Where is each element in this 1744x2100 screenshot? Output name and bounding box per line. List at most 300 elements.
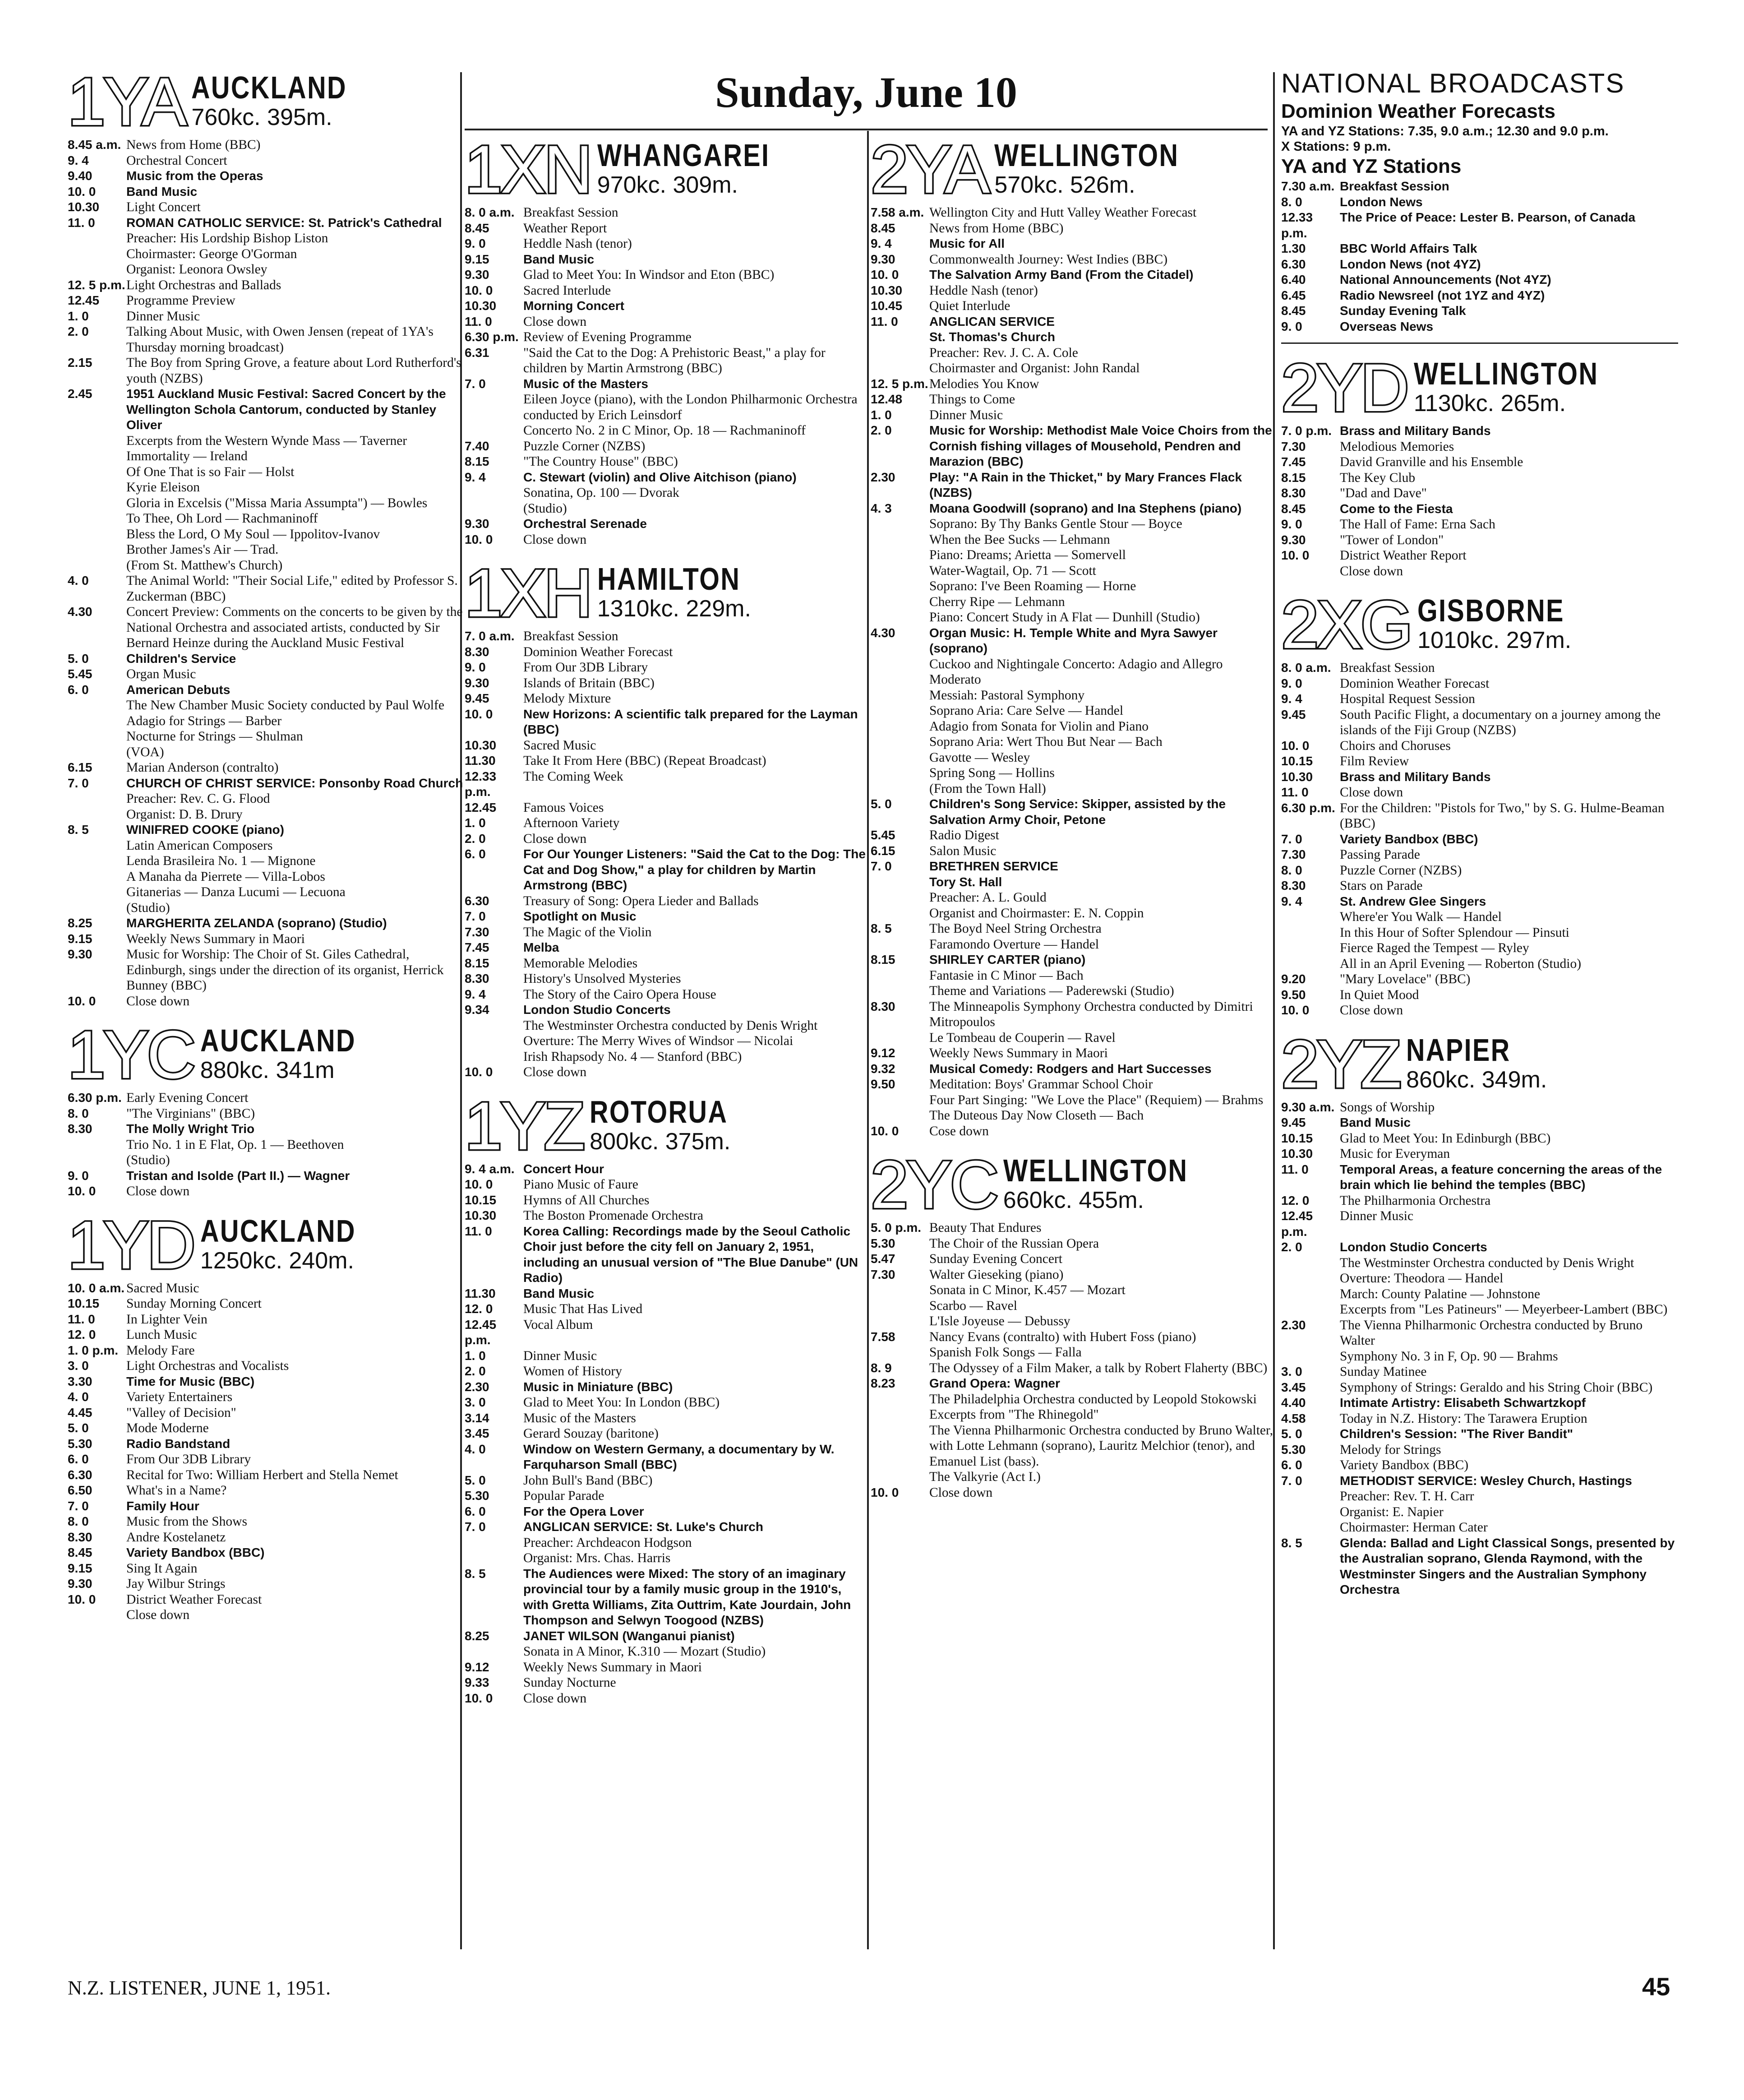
station-header — [68, 1017, 465, 1092]
schedule-time — [68, 1607, 126, 1623]
schedule-item: Preacher: Archdeacon Hodgson — [523, 1535, 692, 1550]
schedule-item: "The Virginians" (BBC) — [126, 1106, 255, 1121]
schedule-row — [871, 532, 1277, 548]
schedule-item: Radio Digest — [929, 828, 999, 842]
schedule-row — [871, 345, 1277, 361]
national-time: 9. 0 — [1281, 319, 1302, 333]
schedule-item: Close down — [1340, 564, 1403, 578]
schedule-time: 3.45 — [1281, 1380, 1306, 1394]
schedule-row — [465, 252, 866, 268]
schedule-time: 9. 4 — [1281, 894, 1302, 908]
schedule-item: METHODIST SERVICE: Wesley Church, Hastings — [1340, 1473, 1632, 1488]
schedule-time: 6.15 — [68, 760, 92, 774]
schedule-item: Excerpts from "Les Patineurs" — Meyerbeer-Lambert (BBC) — [1340, 1302, 1668, 1317]
schedule-row — [465, 940, 866, 956]
schedule-row — [68, 869, 465, 885]
schedule-time — [1281, 1349, 1340, 1365]
schedule-row — [68, 386, 465, 433]
schedule-item: For the Children: "Pistols for Two," by S. G. Hulme-Beaman (BBC) — [1340, 800, 1665, 831]
schedule-time: 8.30 — [68, 1122, 92, 1136]
national-row — [1281, 319, 1678, 335]
schedule-item: The Duteous Day Now Closeth — Bach — [929, 1108, 1144, 1123]
schedule-row — [68, 1168, 465, 1184]
schedule-row — [465, 1161, 866, 1177]
schedule-row — [1281, 470, 1678, 486]
schedule-item: A Manaha da Pierrete — Villa-Lobos — [126, 869, 325, 884]
schedule-item: Memorable Melodies — [523, 956, 638, 971]
schedule-time — [871, 968, 929, 984]
schedule-row — [465, 1504, 866, 1520]
schedule-row — [68, 1561, 465, 1577]
schedule-row — [465, 1566, 866, 1628]
schedule-time — [871, 719, 929, 735]
schedule-row — [68, 729, 465, 745]
station-info — [1406, 1034, 1547, 1093]
schedule-item: Sunday Morning Concert — [126, 1296, 262, 1311]
call-sign: 1YA — [68, 68, 185, 139]
schedule-time: 6.31 — [465, 345, 489, 360]
schedule-time: 11. 0 — [68, 215, 95, 230]
schedule-time: 9.30 — [68, 947, 92, 961]
station-city: ROTORUA — [590, 1094, 728, 1129]
schedule-item: The Odyssey of a Film Maker, a talk by Robert Flaherty (BBC) — [929, 1360, 1268, 1375]
schedule-row — [1281, 754, 1678, 769]
schedule-item: Breakfast Session — [1340, 661, 1435, 675]
schedule-time — [465, 1033, 523, 1049]
schedule-time — [871, 1108, 929, 1124]
schedule-item: The Magic of the Violin — [523, 925, 652, 939]
schedule-row — [465, 221, 866, 236]
national-item: London News (not 4YZ) — [1340, 257, 1481, 271]
station-frequency: 800kc. 375m. — [590, 1128, 731, 1155]
schedule-time: 5. 0 p.m. — [871, 1221, 922, 1235]
schedule-row — [871, 734, 1277, 750]
schedule-time: 9. 0 — [465, 236, 486, 250]
schedule-time: 10.30 — [1281, 1147, 1313, 1161]
schedule-item: Preacher: A. L. Gould — [929, 890, 1047, 905]
schedule-item: Recital for Two: William Herbert and Stella Nemet — [126, 1467, 398, 1482]
schedule-item: Grand Opera: Wagner — [929, 1376, 1060, 1390]
schedule-row — [871, 1345, 1277, 1360]
schedule-row — [871, 407, 1277, 423]
schedule-time: 7. 0 — [68, 776, 89, 790]
schedule-row — [68, 1499, 465, 1514]
schedule-row — [1281, 691, 1678, 707]
schedule-time: 7. 0 — [465, 909, 486, 923]
schedule-item: For Our Younger Listeners: "Said the Cat to the Dog: The Cat and Dog Show," a play for children by Martin Armstrong (BBC) — [523, 847, 866, 892]
schedule-item: Intimate Artistry: Elisabeth Schwartzkopf — [1340, 1396, 1586, 1410]
schedule-time: 3.45 — [465, 1426, 489, 1440]
schedule-item: Faramondo Overture — Handel — [929, 937, 1099, 952]
schedule-item: Wellington City and Hutt Valley Weather Forecast — [929, 205, 1197, 220]
schedule-item: Afternoon Variety — [523, 816, 620, 830]
schedule-row — [465, 1473, 866, 1489]
schedule-item: Bless the Lord, O My Soul — Ippolitov-Ivanov — [126, 527, 380, 541]
schedule-row — [465, 314, 866, 330]
national-time: 6.40 — [1281, 273, 1306, 287]
schedule-row — [68, 604, 465, 651]
national-title: NATIONAL BROADCASTS — [1281, 68, 1625, 98]
schedule-item: Weather Report — [523, 221, 607, 236]
schedule-row — [871, 298, 1277, 314]
national-schedule — [1281, 179, 1678, 334]
schedule-item: Meditation: Boys' Grammar School Choir — [929, 1077, 1153, 1092]
call-sign: 1XN — [465, 135, 591, 207]
schedule-row — [465, 1301, 866, 1317]
schedule-row — [68, 1576, 465, 1592]
station-info — [1417, 594, 1596, 654]
schedule-row — [871, 921, 1277, 937]
station-2ya — [871, 135, 1277, 1139]
schedule-row — [465, 1660, 866, 1675]
column-1 — [68, 68, 465, 1972]
schedule-row — [68, 1592, 465, 1608]
schedule-item: Overture: The Merry Wives of Windsor — Nicolai — [523, 1034, 794, 1048]
schedule-row — [68, 1184, 465, 1199]
schedule-item: American Debuts — [126, 682, 231, 697]
schedule-item: Piano: Concert Study in A Flat — Dunhill (Studio) — [929, 610, 1200, 624]
schedule-time: 8.23 — [871, 1376, 895, 1390]
schedule-time: 10.30 — [871, 283, 903, 297]
schedule-time: 4.30 — [871, 625, 895, 640]
schedule-time — [68, 807, 126, 823]
schedule-time: 5. 0 — [871, 797, 892, 811]
schedule-item: (From St. Matthew's Church) — [126, 558, 283, 573]
schedule-item: Dinner Music — [1340, 1209, 1414, 1223]
national-sub-stations: YA and YZ Stations — [1281, 155, 1462, 177]
schedule-time — [68, 495, 126, 511]
schedule-item: "Dad and Dave" — [1340, 486, 1427, 500]
schedule-row — [1281, 925, 1678, 941]
schedule-time: 8.30 — [1281, 879, 1306, 893]
national-sub-weather: Dominion Weather Forecasts — [1281, 100, 1555, 122]
page-title: Sunday, June 10 — [715, 68, 1017, 116]
schedule-time: 6.30 p.m. — [465, 330, 519, 344]
schedule-row — [1281, 909, 1678, 925]
schedule-item: Film Review — [1340, 754, 1409, 768]
station-info — [590, 1096, 758, 1155]
schedule-item: Andre Kostelanetz — [126, 1530, 226, 1545]
schedule-row — [871, 796, 1277, 828]
schedule-item: In this Hour of Softer Splendour — Pinsuti — [1340, 925, 1569, 940]
schedule-row — [1281, 1364, 1678, 1380]
schedule-item: In Lighter Vein — [126, 1312, 208, 1327]
schedule-row — [871, 937, 1277, 953]
schedule-time: 10. 0 — [68, 184, 96, 199]
schedule-item: Radio Bandstand — [126, 1436, 231, 1451]
station-city: AUCKLAND — [200, 1213, 356, 1249]
station-city: GISBORNE — [1417, 593, 1565, 628]
schedule-row — [465, 925, 866, 940]
schedule-time: 7. 0 — [68, 1499, 89, 1513]
schedule-time: 4.45 — [68, 1405, 92, 1420]
schedule-item: MARGHERITA ZELANDA (soprano) (Studio) — [126, 916, 387, 930]
schedule-time: 8. 0 — [68, 1106, 89, 1120]
schedule-row — [871, 1030, 1277, 1046]
schedule-item: JANET WILSON (Wanganui pianist) — [523, 1628, 735, 1643]
station-info — [191, 71, 381, 131]
schedule-time — [68, 1137, 126, 1153]
schedule-time — [465, 501, 523, 517]
schedule-item: From Our 3DB Library — [126, 1452, 251, 1466]
schedule-row — [68, 449, 465, 464]
schedule-time: 5. 0 — [68, 1421, 89, 1435]
schedule-row — [465, 1411, 866, 1426]
schedule-time: 4. 0 — [68, 574, 89, 587]
schedule-time: 9.15 — [68, 1561, 92, 1575]
schedule-time — [68, 900, 126, 916]
schedule-item: Heddle Nash (tenor) — [929, 283, 1038, 298]
schedule-item: The Boy from Spring Grove, a feature about Lord Rutherford's youth (NZBS) — [126, 356, 461, 386]
schedule-time: 2. 0 — [465, 831, 486, 846]
schedule-time: 11. 0 — [68, 1312, 95, 1326]
schedule-time: 11. 0 — [1281, 785, 1309, 799]
schedule-row — [465, 1379, 866, 1395]
schedule-time: 7. 0 — [465, 1520, 486, 1534]
schedule-time: 9.45 — [1281, 707, 1306, 722]
schedule-item: Spring Song — Hollins — [929, 766, 1055, 780]
schedule-time: 10.30 — [465, 1208, 497, 1222]
station-city: WELLINGTON — [1003, 1153, 1188, 1188]
schedule-time: 9.50 — [871, 1077, 895, 1091]
schedule-time: 6.30 — [465, 893, 489, 908]
schedule-item: Spotlight on Music — [523, 909, 637, 923]
schedule-row — [1281, 1302, 1678, 1318]
schedule-time: 10.15 — [1281, 1131, 1313, 1145]
schedule-time — [871, 578, 929, 594]
schedule-row — [465, 1550, 866, 1566]
schedule-time: 10.30 — [465, 738, 497, 752]
schedule-row — [465, 1628, 866, 1644]
schedule-row — [871, 1077, 1277, 1092]
schedule-row — [68, 666, 465, 682]
schedule-item: Sonatina, Op. 100 — Dvorak — [523, 486, 679, 500]
schedule-time — [68, 449, 126, 464]
schedule-item: Marian Anderson (contralto) — [126, 760, 279, 775]
schedule-time: 1. 0 — [465, 1348, 486, 1363]
schedule-time: 12.45 p.m. — [465, 1317, 497, 1347]
schedule-item: Today in N.Z. History: The Tarawera Eruption — [1340, 1411, 1587, 1426]
schedule-time: 12. 0 — [465, 1302, 493, 1316]
schedule-time: 5.45 — [871, 828, 895, 842]
schedule-item: The Story of the Cairo Opera House — [523, 987, 716, 1002]
schedule-item: Brass and Military Bands — [1340, 769, 1491, 784]
call-sign: 2YD — [1281, 350, 1407, 426]
schedule-row — [871, 890, 1277, 906]
schedule-time: 8.30 — [465, 971, 489, 985]
schedule-item: Choirmaster and Organist: John Randal — [929, 361, 1140, 375]
schedule-row — [465, 1426, 866, 1442]
schedule-row — [465, 454, 866, 470]
schedule-time: 7. 0 — [871, 859, 892, 873]
schedule-time: 7. 0 p.m. — [1281, 424, 1332, 438]
schedule-row — [871, 750, 1277, 766]
schedule-row — [871, 1236, 1277, 1252]
schedule-item: Organist: Leonora Owsley — [126, 262, 268, 277]
schedule-item: Children's Service — [126, 651, 236, 666]
schedule-time: 9.30 — [68, 1577, 92, 1591]
schedule-row — [1281, 1100, 1678, 1115]
schedule-item: Symphony of Strings: Geraldo and his String Choir (BBC) — [1340, 1380, 1653, 1395]
schedule-time — [871, 750, 929, 766]
schedule-time — [871, 610, 929, 625]
schedule-row — [68, 682, 465, 698]
schedule-time: 7. 0 — [1281, 1473, 1302, 1488]
schedule-item: Music from the Shows — [126, 1514, 247, 1529]
schedule-item: Close down — [523, 314, 587, 329]
schedule-item: Dinner Music — [523, 1348, 597, 1363]
schedule-row — [1281, 1318, 1678, 1349]
schedule-time: 7. 0 — [1281, 832, 1302, 846]
schedule-item: Close down — [523, 532, 587, 547]
schedule-time: 4.58 — [1281, 1411, 1306, 1425]
schedule-time: 1. 0 — [871, 407, 892, 422]
national-row — [1281, 303, 1678, 319]
schedule-item: Tristan and Isolde (Part II.) — Wagner — [126, 1168, 350, 1183]
schedule-time: 10. 0 a.m. — [68, 1281, 125, 1295]
schedule-row — [68, 168, 465, 184]
national-row — [1281, 194, 1678, 210]
schedule-item: Theme and Variations — Paderewski (Studio) — [929, 984, 1174, 998]
schedule-row — [1281, 1349, 1678, 1365]
schedule-row — [1281, 1411, 1678, 1427]
schedule-time: 8. 5 — [1281, 1536, 1302, 1550]
schedule-time: 8.15 — [1281, 470, 1306, 485]
schedule-time — [465, 1018, 523, 1034]
schedule-item: London Studio Concerts — [1340, 1240, 1487, 1254]
schedule-row — [465, 691, 866, 707]
schedule-time — [68, 527, 126, 542]
schedule-item: Music of the Masters — [523, 376, 648, 391]
schedule-time — [871, 1469, 929, 1485]
schedule-item: Dinner Music — [126, 309, 200, 324]
station-frequency: 570kc. 526m. — [994, 172, 1135, 198]
schedule-row — [871, 594, 1277, 610]
schedule-row — [68, 433, 465, 449]
schedule-time — [871, 1314, 929, 1329]
schedule-time — [871, 937, 929, 953]
schedule-row — [465, 1002, 866, 1018]
schedule-item: Sacred Music — [126, 1281, 199, 1295]
schedule-time: 9. 0 — [68, 1168, 89, 1183]
schedule-row — [465, 629, 866, 644]
schedule-item: Close down — [1340, 785, 1403, 800]
schedule-row — [1281, 1162, 1678, 1193]
schedule-time: 9. 0 — [1281, 676, 1302, 690]
schedule-row — [465, 675, 866, 691]
schedule-item: The Boston Promenade Orchestra — [523, 1208, 703, 1223]
schedule-time: 9. 4 — [465, 470, 486, 484]
schedule-time — [465, 485, 523, 501]
schedule-time: 10. 0 — [465, 707, 493, 721]
schedule-item: Water-Wagtail, Op. 71 — Scott — [929, 563, 1096, 578]
station-city: HAMILTON — [597, 561, 741, 597]
masthead-rule — [465, 129, 1268, 130]
schedule-item: The Philadelphia Orchestra conducted by Leopold Stokowski — [929, 1392, 1257, 1406]
schedule-row — [871, 578, 1277, 594]
schedule-time: 3. 0 — [68, 1359, 89, 1373]
schedule-row — [871, 1108, 1277, 1124]
schedule-row — [1281, 1286, 1678, 1302]
schedule-time — [68, 262, 126, 278]
schedule-time — [871, 734, 929, 750]
schedule-time: 2.15 — [68, 356, 92, 370]
schedule-item: New Horizons: A scientific talk prepared for the Layman (BBC) — [523, 707, 858, 736]
schedule-row — [68, 527, 465, 542]
schedule-row — [68, 324, 465, 355]
schedule-item: The Westminster Orchestra conducted by Denis Wright — [1340, 1255, 1634, 1270]
schedule-item: Songs of Worship — [1340, 1100, 1435, 1115]
schedule-row — [1281, 676, 1678, 692]
schedule-row — [1281, 1426, 1678, 1442]
schedule-time: 10.30 — [465, 299, 497, 313]
schedule-item: Gloria in Excelsis ("Missa Maria Assumpta") — Bowles — [126, 495, 428, 510]
schedule-time: 10. 0 — [465, 1177, 493, 1191]
schedule-time — [68, 838, 126, 854]
schedule-row — [1281, 1520, 1678, 1536]
schedule-item: Messiah: Pastoral Symphony — [929, 688, 1085, 703]
schedule-time: 9.12 — [465, 1660, 489, 1674]
schedule-item: St. Andrew Glee Singers — [1340, 894, 1486, 908]
schedule-time — [465, 1049, 523, 1065]
schedule-time — [1281, 909, 1340, 925]
schedule-row — [871, 314, 1277, 330]
station-header — [871, 135, 1277, 207]
schedule-item: Symphony No. 3 in F, Op. 90 — Brahms — [1340, 1349, 1558, 1364]
schedule-item: Stars on Parade — [1340, 879, 1423, 893]
schedule-time — [68, 231, 126, 246]
schedule-item: Choirmaster: Herman Cater — [1340, 1520, 1488, 1535]
schedule-time: 12. 5 p.m. — [871, 376, 928, 391]
footer-publication: N.Z. LISTENER, JUNE 1, 1951. — [68, 1977, 331, 1999]
schedule-item: Vocal Album — [523, 1317, 593, 1332]
schedule-time: 12.45 — [68, 293, 100, 307]
schedule-time: 6.15 — [871, 843, 895, 858]
schedule-time: 5. 0 — [68, 651, 89, 666]
schedule-item: Breakfast Session — [523, 205, 618, 220]
schedule-row — [871, 516, 1277, 532]
schedule-time: 1. 0 p.m. — [68, 1343, 119, 1357]
schedule-row — [465, 707, 866, 738]
schedule-row — [1281, 1193, 1678, 1209]
schedule-time: 11.30 — [465, 1286, 496, 1300]
schedule-row — [465, 1317, 866, 1348]
schedule-time: 7.58 a.m. — [871, 205, 924, 219]
schedule-time: 10. 0 — [465, 1691, 493, 1705]
schedule-time: 9.30 — [871, 252, 895, 266]
schedule-row — [1281, 1115, 1678, 1131]
schedule-row — [465, 516, 866, 532]
schedule-item: Scarbo — Ravel — [929, 1298, 1017, 1313]
schedule-item: Music from the Operas — [126, 169, 263, 183]
schedule-time: 10.15 — [465, 1193, 497, 1207]
schedule-time: 8.30 — [871, 999, 895, 1013]
schedule-item: South Pacific Flight, a documentary on a journey among the islands of the Fiji Group (NZBS) — [1340, 707, 1661, 737]
schedule-row — [1281, 1271, 1678, 1286]
schedule-row — [68, 698, 465, 713]
schedule-time: 4. 0 — [465, 1442, 486, 1456]
schedule-row — [465, 956, 866, 971]
station-header — [68, 68, 465, 139]
schedule-row — [871, 329, 1277, 345]
schedule-item: Le Tombeau de Couperin — Ravel — [929, 1030, 1116, 1045]
schedule-item: Orchestral Serenade — [523, 517, 647, 531]
schedule-time: 4.30 — [68, 605, 92, 619]
schedule-row — [465, 846, 866, 893]
schedule-item: Gitanerias — Danza Lucumi — Lecuona — [126, 885, 346, 899]
schedule-row — [871, 983, 1277, 999]
schedule-item: Come to the Fiesta — [1340, 501, 1453, 516]
